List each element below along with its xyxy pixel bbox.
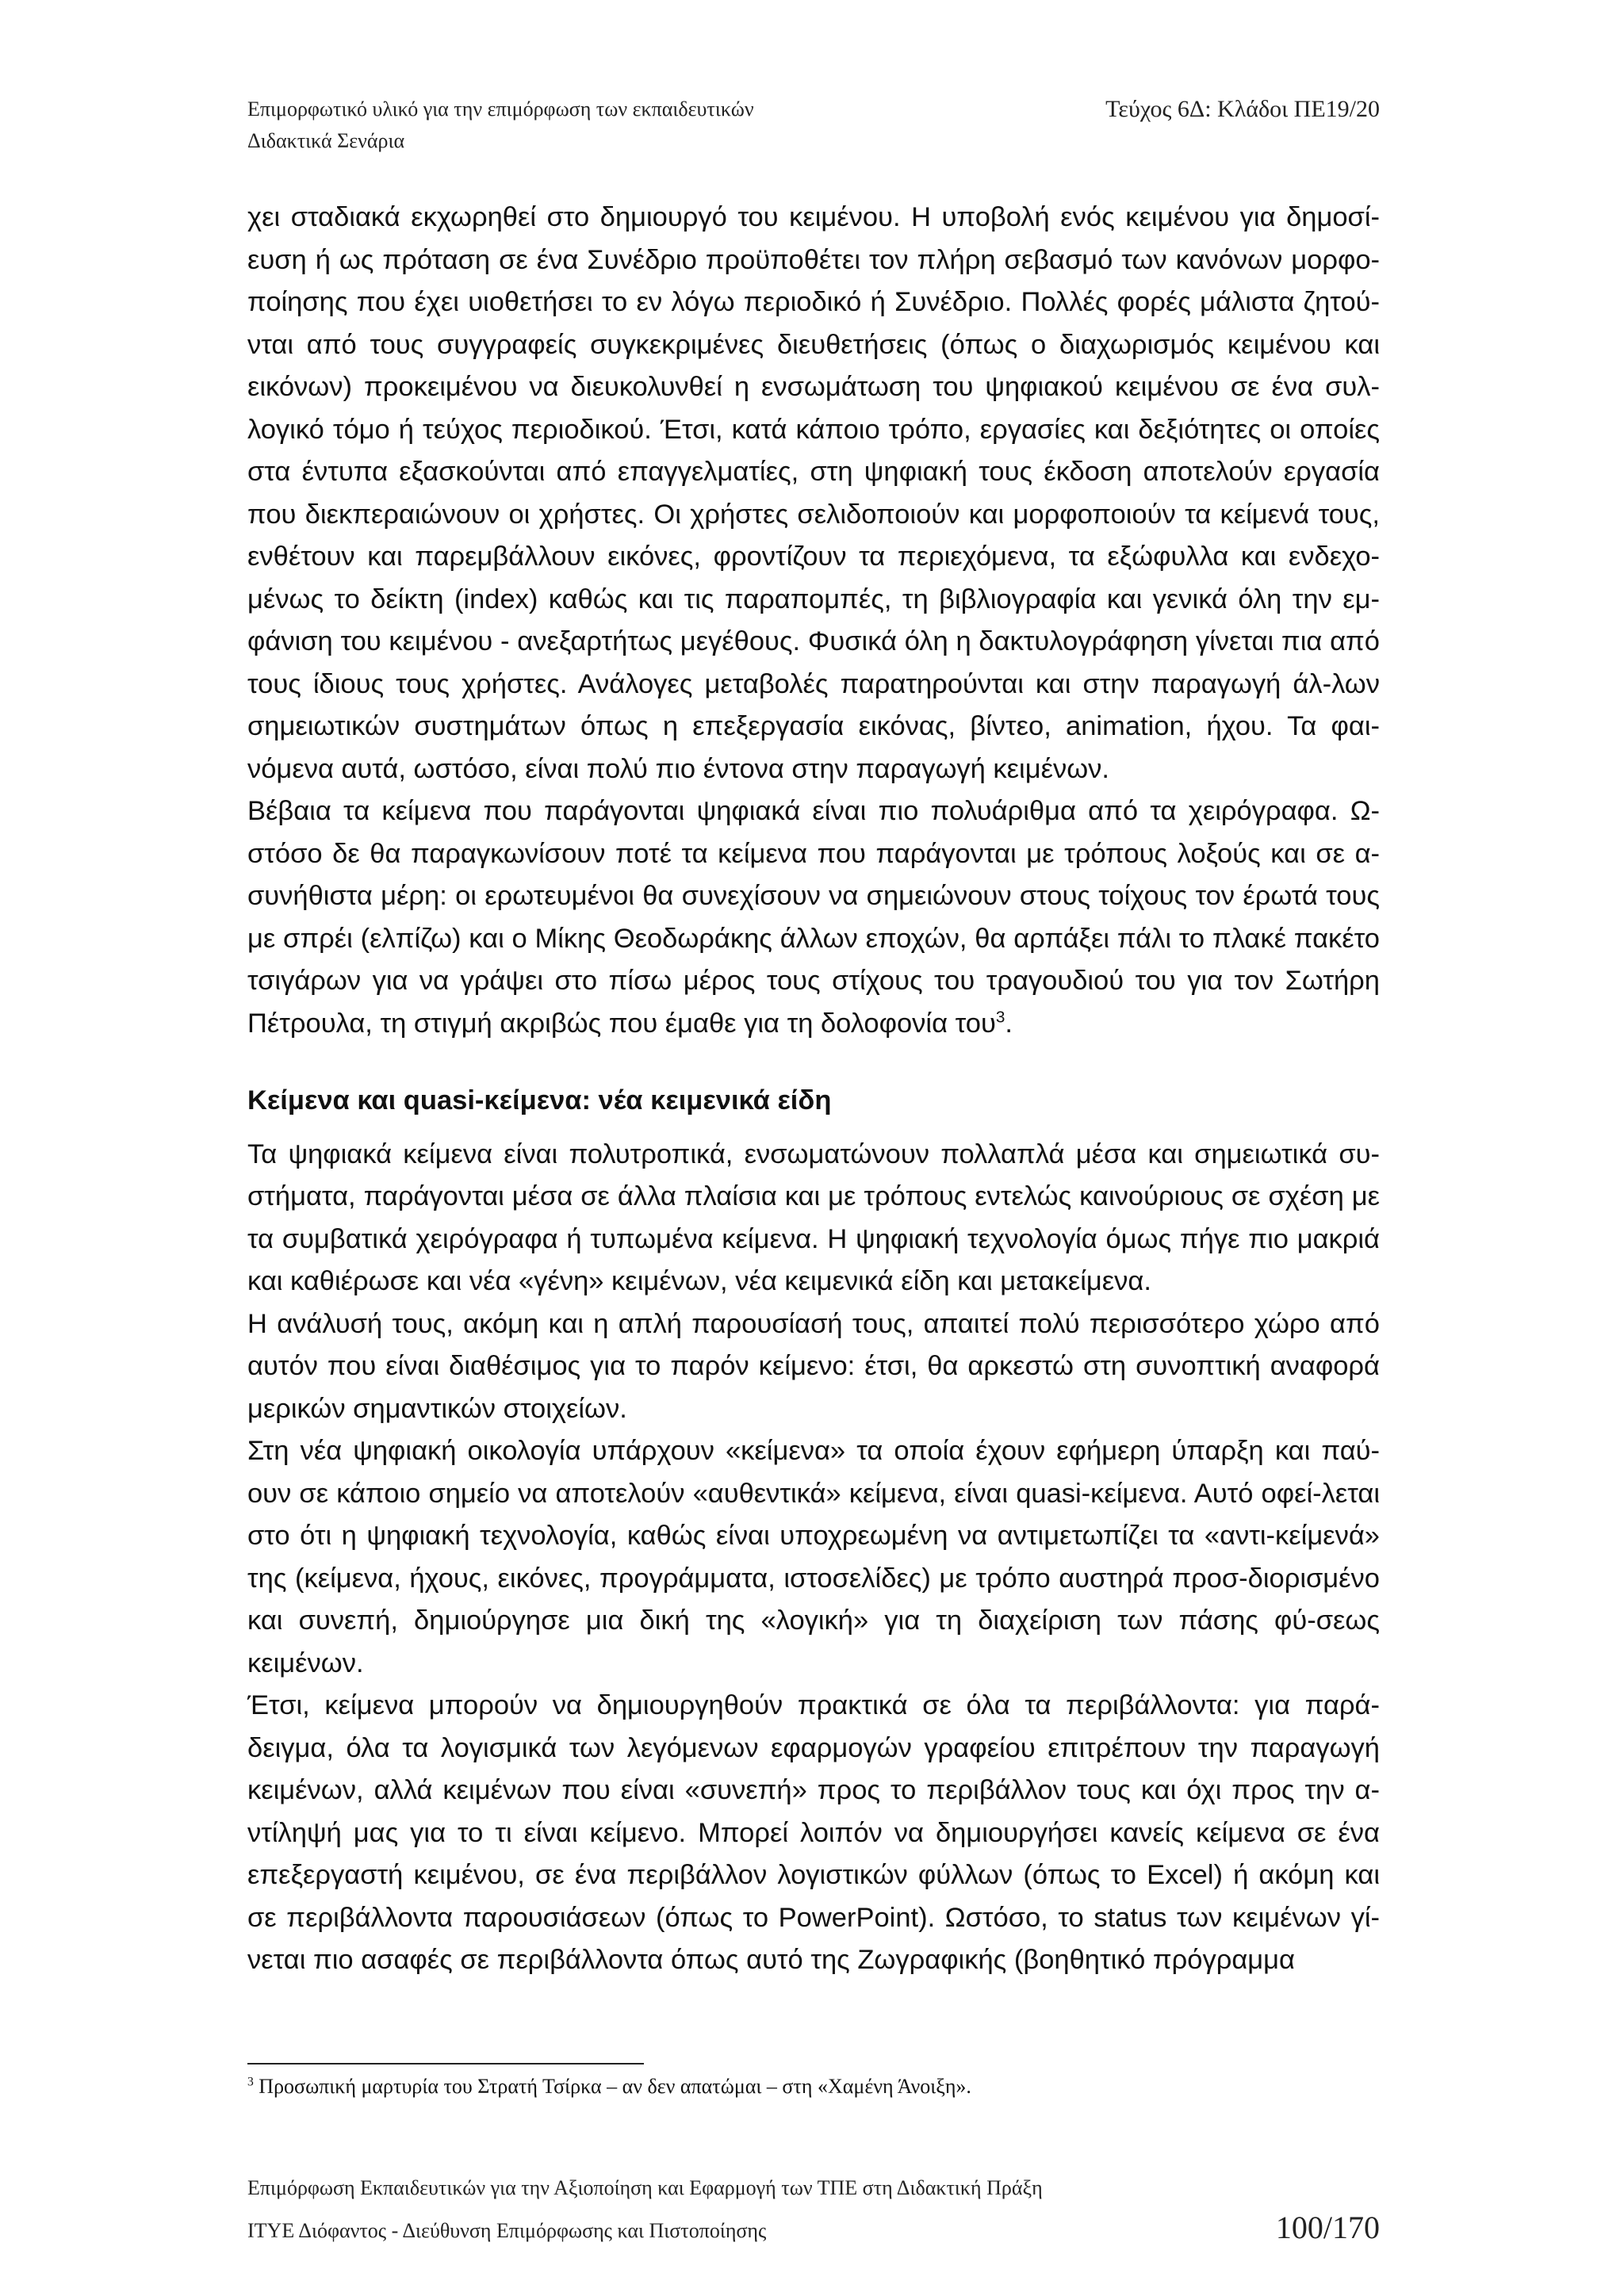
footer-organization: ΙΤΥΕ Διόφαντος - Διεύθυνση Επιμόρφωσης και Πιστοποίησης: [247, 2219, 767, 2242]
body-text: [247, 197, 1380, 1982]
header-title: Επιμορφωτικό υλικό για την επιμόρφωση των εκπαιδευτικών: [247, 98, 754, 121]
footnote-number: 3: [247, 2075, 254, 2089]
header-issue: Τεύχος 6Δ: Κλάδοι ΠΕ19/20: [1105, 96, 1380, 122]
footnote: [247, 2072, 1380, 2101]
paragraph-6: Έτσι, κείμενα μπορούν να δημιουργηθούν πρακτικά σε όλα τα περιβάλλοντα: για παρά-δειγμα, όλα τα λογισμικά των λεγόμενων εφαρμογών γραφείου επιτρέπουν την παραγωγή κειμένων, αλλά κειμένων που είναι «συνεπή» προς το περιβάλλον τους και όχι προς την α-ντίληψή μας για το τι είναι κείμενο. Μπορεί λοιπόν να δημιουργήσει κανείς κείμενα σε ένα επεξεργαστή κειμένου, σε ένα περιβάλλον λογιστικών φύλλων (όπως το Excel) ή ακόμη και σε περιβάλλοντα παρουσιάσεων (όπως το PowerPoint). Ωστόσο, το status των κειμένων γί-νεται πιο ασαφές σε περιβάλλοντα όπως αυτό της Ζωγραφικής (βοηθητικό πρόγραμμα: [247, 1690, 1380, 1975]
paragraph-2: [247, 790, 1380, 1045]
footer-program: Επιμόρφωση Εκπαιδευτικών για την Αξιοποίηση και Εφαρμογή των ΤΠΕ στη Διδακτική Πράξη: [247, 2176, 1043, 2199]
paragraph-3: Τα ψηφιακά κείμενα είναι πολυτροπικά, ενσωματώνουν πολλαπλά μέσα και σημειωτικά συ-στήματα, παράγονται μέσα σε άλλα πλαίσια και με τρόπους εντελώς καινούριους σε σχέση με τα συμβατικά χειρόγραφα ή τυπωμένα κείμενα. Η ψηφιακή τεχνολογία όμως πήγε πιο μακριά και καθιέρωσε και νέα «γένη» κειμένων, νέα κειμενικά είδη και μετακείμενα.: [247, 1138, 1380, 1296]
section-heading: Κείμενα και quasi-κείμενα: νέα κειμενικά είδη: [247, 1085, 832, 1115]
footnote-ref[interactable]: 3: [995, 1008, 1005, 1026]
paragraph-5: Στη νέα ψηφιακή οικολογία υπάρχουν «κείμενα» τα οποία έχουν εφήμερη ύπαρξη και παύ-ουν σε κάποιο σημείο να αποτελούν «αυθεντικά» κείμενα, είναι quasi-κείμενα. Αυτό οφεί-λεται στο ότι η ψηφιακή τεχνολογία, καθώς είναι υποχρεωμένη να αντιμετωπίζει τα «αντι-κείμενά» της (κείμενα, ήχους, εικόνες, προγράμματα, ιστοσελίδες) με τρόπο αυστηρά προσ-διορισμένο και συνεπή, δημιούργησε μια δική της «λογική» για τη διαχείριση των πάσης φύ-σεως κειμένων.: [247, 1436, 1380, 1678]
footnote-separator: [247, 2063, 644, 2064]
paragraph-1: χει σταδιακά εκχωρηθεί στο δημιουργό του κειμένου. Η υποβολή ενός κειμένου για δημοσί-ευση ή ως πρόταση σε ένα Συνέδριο προϋποθέτει τον πλήρη σεβασμό των κανόνων μορφο-ποίησης που έχει υιοθετήσει το εν λόγω περιοδικό ή Συνέδριο. Πολλές φορές μάλιστα ζητού-νται από τους συγγραφείς συγκεκριμένες διευθετήσεις (όπως ο διαχωρισμός κειμένου και εικόνων) προκειμένου να διευκολυνθεί η ενσωμάτωση του ψηφιακού κειμένου σε ένα συλ-λογικό τόμο ή τεύχος περιοδικού. Έτσι, κατά κάποιο τρόπο, εργασίες και δεξιότητες οι οποίες στα έντυπα εξασκούνται από επαγγελματίες, στη ψηφιακή τους έκδοση αποτελούν εργασία που διεκπεραιώνουν οι χρήστες. Οι χρήστες σελιδοποιούν και μορφοποιούν τα κείμενά τους, ενθέτουν και παρεμβάλλουν εικόνες, φροντίζουν τα περιεχόμενα, τα εξώφυλλα και ενδεχο-μένως το δείκτη (index) καθώς και τις παραπομπές, τη βιβλιογραφία και γενικά όλη την εμ-φάνιση του κειμένου - ανεξαρτήτως μεγέθους. Φυσικά όλη η δακτυλογράφηση γίνεται πια από τους ίδιους τους χρήστες. Ανάλογες μεταβολές παρατηρούνται και στην παραγωγή άλ-λων σημειωτικών συστημάτων όπως η επεξεργασία εικόνας, βίντεο, animation, ήχου. Τα φαι-νόμενα αυτά, ωστόσο, είναι πολύ πιο έντονα στην παραγωγή κειμένων.: [247, 202, 1380, 784]
paragraph-2-text: Βέβαια τα κείμενα που παράγονται ψηφιακά είναι πιο πολυάριθμα από τα χειρόγραφα. Ω-στόσο δε θα παραγκωνίσουν ποτέ τα κείμενα που παράγονται με τρόπους λοξούς και σε α-συνήθιστα μέρη: οι ερωτευμένοι θα συνεχίσουν να σημειώνουν στους τοίχους τον έρωτά τους με σπρέι (ελπίζω) και ο Μίκης Θεοδωράκης άλλων εποχών, θα αρπάξει πάλι το πλακέ πακέτο τσιγάρων για να γράψει στο πίσω μέρος τους στίχους του τραγουδιού του για τον Σωτήρη Πέτρουλα, τη στιγμή ακριβώς που έμαθε για τη δολοφονία του: [247, 796, 1380, 1039]
header-subtitle: Διδακτικά Σενάρια: [247, 129, 405, 152]
paragraph-4: Η ανάλυσή τους, ακόμη και η απλή παρουσίασή τους, απαιτεί πολύ περισσότερο χώρο από αυτόν που είναι διαθέσιμος για το παρόν κείμενο: έτσι, θα αρκεστώ στη συνοπτική αναφορά μερικών σημαντικών στοιχείων.: [247, 1308, 1380, 1424]
footnote-text: Προσωπική μαρτυρία του Στρατή Τσίρκα – αν δεν απατώμαι – στη «Χαμένη Άνοιξη».: [253, 2075, 971, 2098]
paragraph-2-end: .: [1005, 1008, 1013, 1039]
page-number: 100/170: [1275, 2210, 1380, 2245]
